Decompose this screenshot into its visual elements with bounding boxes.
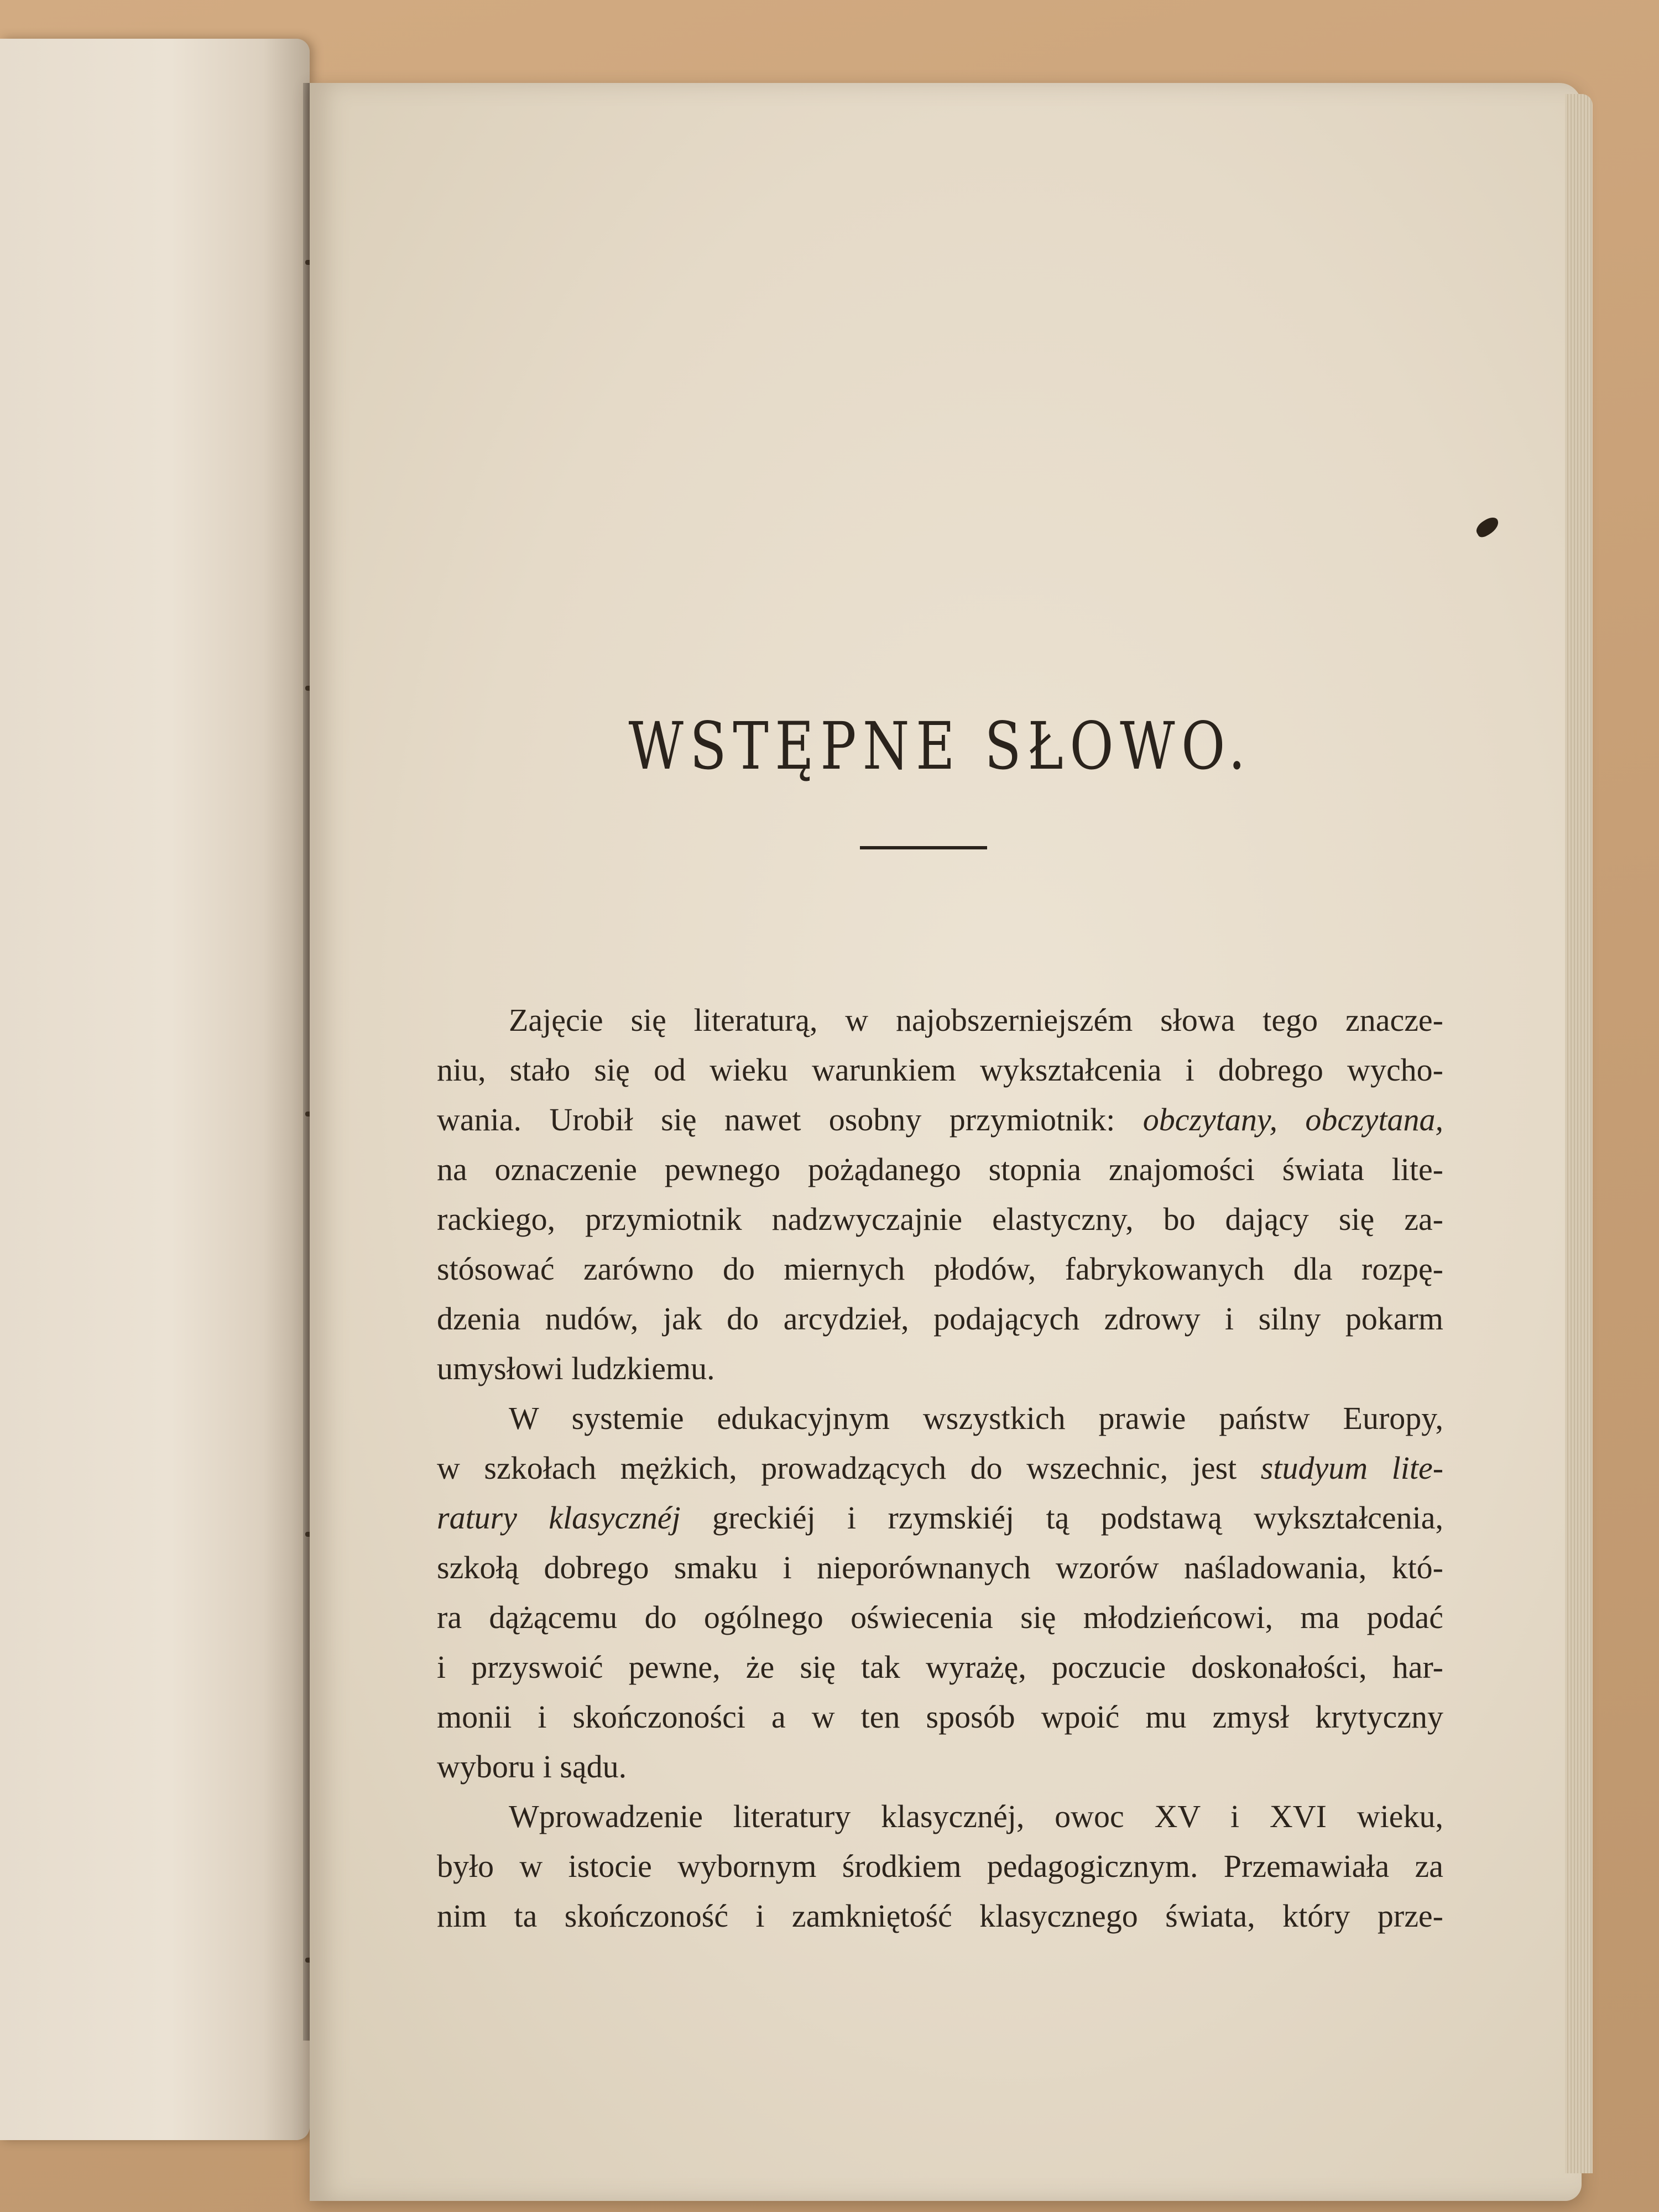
text-line [437, 1443, 1443, 1493]
text-line [437, 1095, 1443, 1145]
text-line: W systemie edukacyjnym wszystkich prawie państw Europy, [509, 1400, 1443, 1436]
text-line [437, 1493, 1443, 1543]
title-rule [860, 846, 987, 849]
text-line: szkołą dobrego smaku i nieporównanych wzorów naśladowania, któ- [437, 1550, 1443, 1585]
text-line: ra dążącemu do ogólnego oświecenia się młodzieńcowi, ma podać [437, 1599, 1443, 1635]
text-fragment: wania. Urobił się nawet osobny przymiotnik: [437, 1102, 1115, 1138]
left-page [0, 39, 310, 2140]
text-line: było w istocie wybornym środkiem pedagogicznym. Przemawiała za [437, 1848, 1443, 1884]
text-line: i przyswoić pewne, że się tak wyrażę, poczucie doskonałości, har- [437, 1649, 1443, 1685]
text-line: monii i skończoności a w ten sposób wpoić mu zmysł krytyczny [437, 1699, 1443, 1735]
text-fragment: w szkołach mężkich, prowadzących do wszechnic, jest [437, 1450, 1237, 1486]
text-line: umysłowi ludzkiemu. [437, 1350, 715, 1386]
italic-phrase: ratury klasycznéj [437, 1500, 681, 1536]
page-title: WSTĘPNE SŁOWO. [628, 708, 1252, 784]
text-fragment: greckiéj i rzymskiéj tą podstawą wykształcenia, [712, 1500, 1444, 1536]
text-line: nim ta skończoność i zamkniętość klasycznego świata, który prze- [437, 1898, 1443, 1934]
body-text [437, 995, 1443, 1941]
text-line: rackiego, przymiotnik nadzwyczajnie elastyczny, bo dający się za- [437, 1201, 1443, 1237]
italic-phrase: obczytany, obczytana, [1142, 1102, 1444, 1138]
italic-phrase: studyum lite- [1260, 1450, 1444, 1486]
page-edge [1565, 94, 1593, 2173]
text-line: niu, stało się od wieku warunkiem wykształcenia i dobrego wycho- [437, 1052, 1443, 1088]
text-line: na oznaczenie pewnego pożądanego stopnia znajomości świata lite- [437, 1151, 1443, 1187]
text-line: stósować zarówno do miernych płodów, fabrykowanych dla rozpę- [437, 1251, 1443, 1287]
text-line: wyboru i sądu. [437, 1749, 627, 1785]
text-line: dzenia nudów, jak do arcydzieł, podających zdrowy i silny pokarm [437, 1301, 1443, 1337]
text-line: Wprowadzenie literatury klasycznéj, owoc XV i XVI wieku, [509, 1798, 1443, 1834]
text-line: Zajęcie się literaturą, w najobszerniejszém słowa tego znacze- [509, 1002, 1443, 1038]
